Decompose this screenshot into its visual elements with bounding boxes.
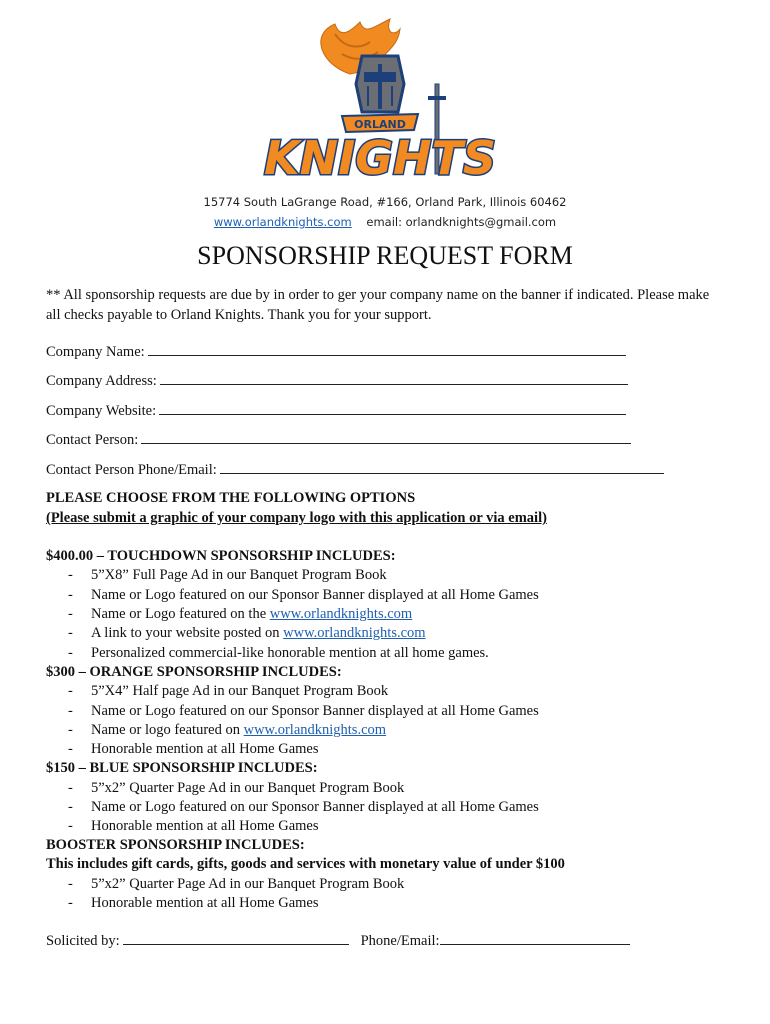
company-website-input[interactable] (159, 402, 626, 415)
booster-subheading: This includes gift cards, gifts, goods and services with monetary value of under $100 (46, 856, 565, 872)
list-item: - Name or Logo featured on our Sponsor Banner displayed at all Home Games (68, 587, 539, 603)
orland-knights-logo (263, 14, 497, 189)
contact-line (0, 215, 770, 229)
list-item: - 5”X4” Half page Ad in our Banquet Program Book (68, 683, 389, 699)
company-address-field[interactable] (46, 372, 628, 390)
list-item: - Honorable mention at all Home Games (68, 818, 319, 834)
field-label: Company Website: (46, 403, 157, 419)
list-item: - 5”x2” Quarter Page Ad in our Banquet Program Book (68, 780, 405, 796)
contact-person-field[interactable] (46, 431, 631, 449)
options-subheading: (Please submit a graphic of your company logo with this application or via email) (46, 510, 547, 526)
website-link[interactable]: www.orlandknights.com (243, 722, 387, 738)
field-label: Company Address: (46, 373, 157, 389)
field-label: Contact Person: (46, 432, 139, 448)
solicited-by-input[interactable] (123, 932, 349, 945)
website-link[interactable]: www.orlandknights.com (283, 625, 426, 641)
list-item: - Honorable mention at all Home Games (68, 895, 319, 911)
list-item: - Personalized commercial-like honorable mention at all home games. (68, 645, 489, 661)
company-name-input[interactable] (148, 343, 626, 356)
field-label: Company Name: (46, 344, 145, 360)
options-heading: PLEASE CHOOSE FROM THE FOLLOWING OPTIONS (46, 490, 416, 506)
contact-phone-email-input[interactable] (220, 461, 664, 474)
booster-heading: BOOSTER SPONSORSHIP INCLUDES: (46, 837, 305, 853)
logo-text-top: ORLAND (354, 118, 406, 131)
website-link[interactable]: www.orlandknights.com (213, 215, 352, 229)
phone-email-label: Phone/Email: (360, 933, 440, 949)
contact-person-input[interactable] (141, 431, 631, 444)
logo-text-main: KNIGHTS (263, 131, 497, 185)
list-item: - Honorable mention at all Home Games (68, 741, 319, 757)
form-title: SPONSORSHIP REQUEST FORM (197, 241, 573, 270)
address-line: 15774 South LaGrange Road, #166, Orland Park, Illinois 60462 (203, 195, 567, 209)
list-item: - A link to your website posted on www.orlandknights.com (68, 625, 426, 641)
field-label: Contact Person Phone/Email: (46, 462, 217, 478)
website-link[interactable]: www.orlandknights.com (269, 606, 413, 622)
list-item: - 5”X8” Full Page Ad in our Banquet Program Book (68, 567, 387, 583)
company-address-input[interactable] (160, 372, 628, 385)
list-item: - Name or Logo featured on the www.orlandknights.com (68, 606, 413, 622)
list-item: - Name or Logo featured on our Sponsor Banner displayed at all Home Games (68, 703, 539, 719)
company-website-field[interactable] (46, 402, 626, 420)
email-text: email: orlandknights@gmail.com (366, 215, 557, 229)
list-item: - 5”x2” Quarter Page Ad in our Banquet Program Book (68, 876, 405, 892)
solicited-by-label: Solicited by: (46, 933, 120, 949)
touchdown-heading: $400.00 – TOUCHDOWN SPONSORSHIP INCLUDES: (46, 548, 396, 564)
contact-phone-email-field[interactable] (46, 461, 664, 479)
intro-text: ** All sponsorship requests are due by in order to ger your company name on the banner if indicated. Please make all checks payable to Orland Knights. Thank you for your support. (46, 287, 710, 323)
orange-heading: $300 – ORANGE SPONSORSHIP INCLUDES: (46, 664, 342, 680)
signature-row (46, 932, 630, 950)
phone-email-input[interactable] (440, 932, 630, 945)
list-item: - Name or Logo featured on our Sponsor Banner displayed at all Home Games (68, 799, 539, 815)
company-name-field[interactable] (46, 343, 626, 361)
blue-heading: $150 – BLUE SPONSORSHIP INCLUDES: (46, 760, 318, 776)
list-item: - Name or logo featured on www.orlandknights.com (68, 722, 387, 738)
